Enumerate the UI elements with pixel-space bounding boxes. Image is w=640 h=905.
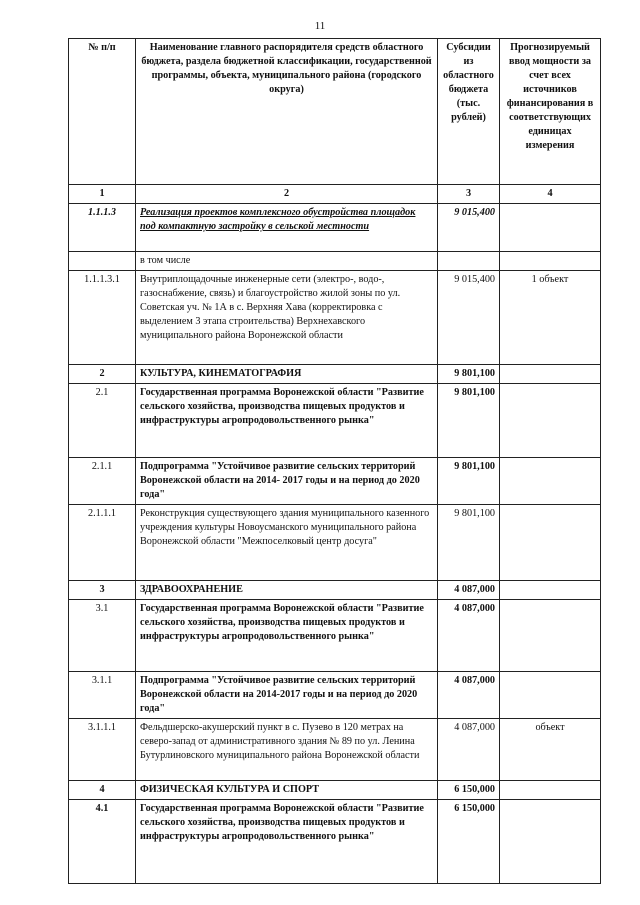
row-num: 3: [69, 581, 136, 600]
row-unit: [500, 800, 601, 884]
table-row: [69, 505, 601, 581]
row-num: 2.1.1.1: [69, 505, 136, 581]
row-name: Государственная программа Воронежской области "Развитие сельского хозяйства, производства пищевых продуктов и инфраструктуры агропродовольственного рынка": [136, 600, 438, 672]
row-name: ЗДРАВООХРАНЕНИЕ: [136, 581, 438, 600]
row-num: 4.1: [69, 800, 136, 884]
row-unit: [500, 781, 601, 800]
row-num: 2: [69, 365, 136, 384]
row-name: Подпрограмма "Устойчивое развитие сельских территорий Воронежской области на 2014-2017 годы и на период до 2020 года": [136, 672, 438, 719]
table-row: [69, 204, 601, 252]
row-num: 3.1.1.1: [69, 719, 136, 781]
row-unit: [500, 505, 601, 581]
row-amount: 4 087,000: [438, 581, 500, 600]
col-number: 4: [500, 185, 601, 204]
table-row: [69, 672, 601, 719]
row-num: 3.1: [69, 600, 136, 672]
row-name: в том числе: [136, 252, 438, 271]
row-unit: [500, 204, 601, 252]
row-unit: [500, 384, 601, 458]
row-unit: [500, 458, 601, 505]
table-row: [69, 365, 601, 384]
row-amount: 9 801,100: [438, 505, 500, 581]
col-number: 2: [136, 185, 438, 204]
row-amount: 9 015,400: [438, 204, 500, 252]
row-unit: 1 объект: [500, 271, 601, 365]
row-num: 2.1.1: [69, 458, 136, 505]
row-name: Государственная программа Воронежской области "Развитие сельского хозяйства, производства пищевых продуктов и инфраструктуры агропродовольственного рынка": [136, 800, 438, 884]
column-number-row: [69, 185, 601, 204]
header-num: № п/п: [69, 39, 136, 185]
row-amount: 6 150,000: [438, 800, 500, 884]
row-unit: [500, 365, 601, 384]
row-amount: 9 801,100: [438, 384, 500, 458]
row-unit: объект: [500, 719, 601, 781]
row-amount: 6 150,000: [438, 781, 500, 800]
row-num: [69, 252, 136, 271]
table-row: [69, 800, 601, 884]
table-row: [69, 458, 601, 505]
row-num: 4: [69, 781, 136, 800]
row-amount: 4 087,000: [438, 719, 500, 781]
table-row: [69, 600, 601, 672]
table-row: [69, 384, 601, 458]
row-num: 2.1: [69, 384, 136, 458]
col-number: 3: [438, 185, 500, 204]
row-unit: [500, 672, 601, 719]
row-num: 3.1.1: [69, 672, 136, 719]
col-number: 1: [69, 185, 136, 204]
row-name: Реконструкция существующего здания муниципального казенного учреждения культуры Новоусманского муниципального района Воронежской области "Межпоселковый центр досуга": [136, 505, 438, 581]
page-number: 11: [314, 20, 326, 32]
row-name: КУЛЬТУРА, КИНЕМАТОГРАФИЯ: [136, 365, 438, 384]
header-subsidy: Субсидии из областного бюджета (тыс. рублей): [438, 39, 500, 185]
row-amount: 9 801,100: [438, 365, 500, 384]
row-amount: 4 087,000: [438, 600, 500, 672]
row-amount: 9 015,400: [438, 271, 500, 365]
row-name: Подпрограмма "Устойчивое развитие сельских территорий Воронежской области на 2014- 2017 годы и на период до 2020 года": [136, 458, 438, 505]
row-unit: [500, 252, 601, 271]
table-row: [69, 719, 601, 781]
row-name: Реализация проектов комплексного обустройства площадок под компактную застройку в сельской местности: [136, 204, 438, 252]
row-num: 1.1.1.3.1: [69, 271, 136, 365]
row-num: 1.1.1.3: [69, 204, 136, 252]
row-amount: 9 801,100: [438, 458, 500, 505]
row-name: ФИЗИЧЕСКАЯ КУЛЬТУРА И СПОРТ: [136, 781, 438, 800]
header-name: Наименование главного распорядителя средств областного бюджета, раздела бюджетной классификации, государственной программы, объекта, муниципального района (городского округа): [136, 39, 438, 185]
table-row: [69, 781, 601, 800]
row-amount: [438, 252, 500, 271]
table-row: [69, 271, 601, 365]
row-unit: [500, 581, 601, 600]
table-row: [69, 581, 601, 600]
row-unit: [500, 600, 601, 672]
header-capacity: Прогнозируемый ввод мощности за счет всех источников финансирования в соответствующих единицах измерения: [500, 39, 601, 185]
table-header-row: [69, 39, 601, 185]
row-amount: 4 087,000: [438, 672, 500, 719]
row-name: Внутриплощадочные инженерные сети (электро-, водо-, газоснабжение, связь) и благоустройство жилой зоны по ул. Советская уч. № 1А в с. Верхняя Хава (корректировка с выделением 3 этапа строительства) Верхнехавского муниципального района Воронежской области: [136, 271, 438, 365]
table-row: [69, 252, 601, 271]
row-name: Государственная программа Воронежской области "Развитие сельского хозяйства, производства пищевых продуктов и инфраструктуры агропродовольственного рынка": [136, 384, 438, 458]
budget-table: [68, 38, 601, 884]
row-name: Фельдшерско-акушерский пункт в с. Пузево в 120 метрах на северо-запад от административного здания № 89 по ул. Ленина Бутурлиновского муниципального района Воронежской области: [136, 719, 438, 781]
